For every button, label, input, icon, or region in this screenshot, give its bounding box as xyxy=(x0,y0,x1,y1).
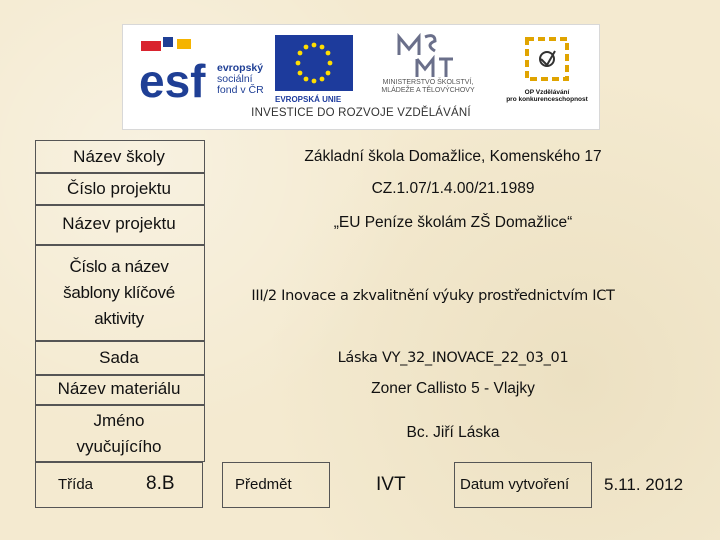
esf-logo xyxy=(137,35,269,107)
label-template-line3: aktivity xyxy=(94,309,144,328)
label-project-name: Název projektu xyxy=(62,214,176,233)
op-logo xyxy=(501,31,593,119)
msmt-mark-icon xyxy=(395,33,457,79)
value-school-name: Základní škola Domažlice, Komenského 17 xyxy=(304,148,602,165)
msmt-logo xyxy=(363,33,493,113)
label-subject: Předmět xyxy=(235,476,292,493)
label-material: Název materiálu xyxy=(57,379,181,398)
label-template xyxy=(35,254,203,332)
value-project-name: „EU Peníze školám ZŠ Domažlice“ xyxy=(333,214,573,231)
value-material: Zoner Callisto 5 - Vlajky xyxy=(371,380,535,397)
op-caption xyxy=(501,89,593,103)
label-set: Sada xyxy=(99,348,139,367)
esf-caption xyxy=(217,63,264,96)
label-teacher xyxy=(35,408,203,460)
eu-flag-icon xyxy=(275,35,353,91)
logo-banner xyxy=(122,24,600,130)
eu-caption: EVROPSKÁ UNIE xyxy=(275,95,342,104)
value-class: 8.B xyxy=(146,473,175,494)
svg-text:esf: esf xyxy=(139,55,206,107)
value-template: III/2 Inovace a zkvalitnění výuky prostřednictvím ICT xyxy=(251,288,615,304)
label-teacher-line2: vyučujícího xyxy=(76,437,162,456)
value-set: Láska VY_32_INOVACE_22_03_01 xyxy=(337,350,569,366)
label-date: Datum vytvoření xyxy=(460,476,570,493)
eu-logo xyxy=(275,35,357,111)
value-subject: IVT xyxy=(376,474,406,495)
msmt-caption-line1: MINISTERSTVO ŠKOLSTVÍ, xyxy=(382,79,474,86)
esf-caption-line1: evropský xyxy=(217,62,264,74)
label-template-line1: Číslo a název xyxy=(69,257,169,276)
value-project-number: CZ.1.07/1.4.00/21.1989 xyxy=(371,180,535,197)
label-school-name: Název školy xyxy=(73,147,165,166)
label-class: Třída xyxy=(58,476,94,493)
op-caption-line2: pro konkurenceschopnost xyxy=(506,96,588,103)
msmt-caption xyxy=(363,79,493,95)
banner-slogan: INVESTICE DO ROZVOJE VZDĚLÁVÁNÍ xyxy=(251,107,471,119)
op-caption-line1: OP Vzdělávání xyxy=(524,89,570,96)
esf-mark-icon xyxy=(137,35,213,107)
op-mark-icon xyxy=(521,33,573,85)
msmt-caption-line2: MLÁDEŽE A TĚLOVÝCHOVY xyxy=(381,87,475,94)
esf-caption-line3: fond v ČR xyxy=(217,84,264,96)
label-template-line2: šablony klíčové xyxy=(63,283,175,302)
esf-caption-line2: sociální xyxy=(217,73,253,85)
value-date: 5.11. 2012 xyxy=(604,475,684,494)
value-teacher: Bc. Jiří Láska xyxy=(406,424,500,441)
label-project-number: Číslo projektu xyxy=(67,179,171,198)
label-teacher-line1: Jméno xyxy=(93,411,145,430)
